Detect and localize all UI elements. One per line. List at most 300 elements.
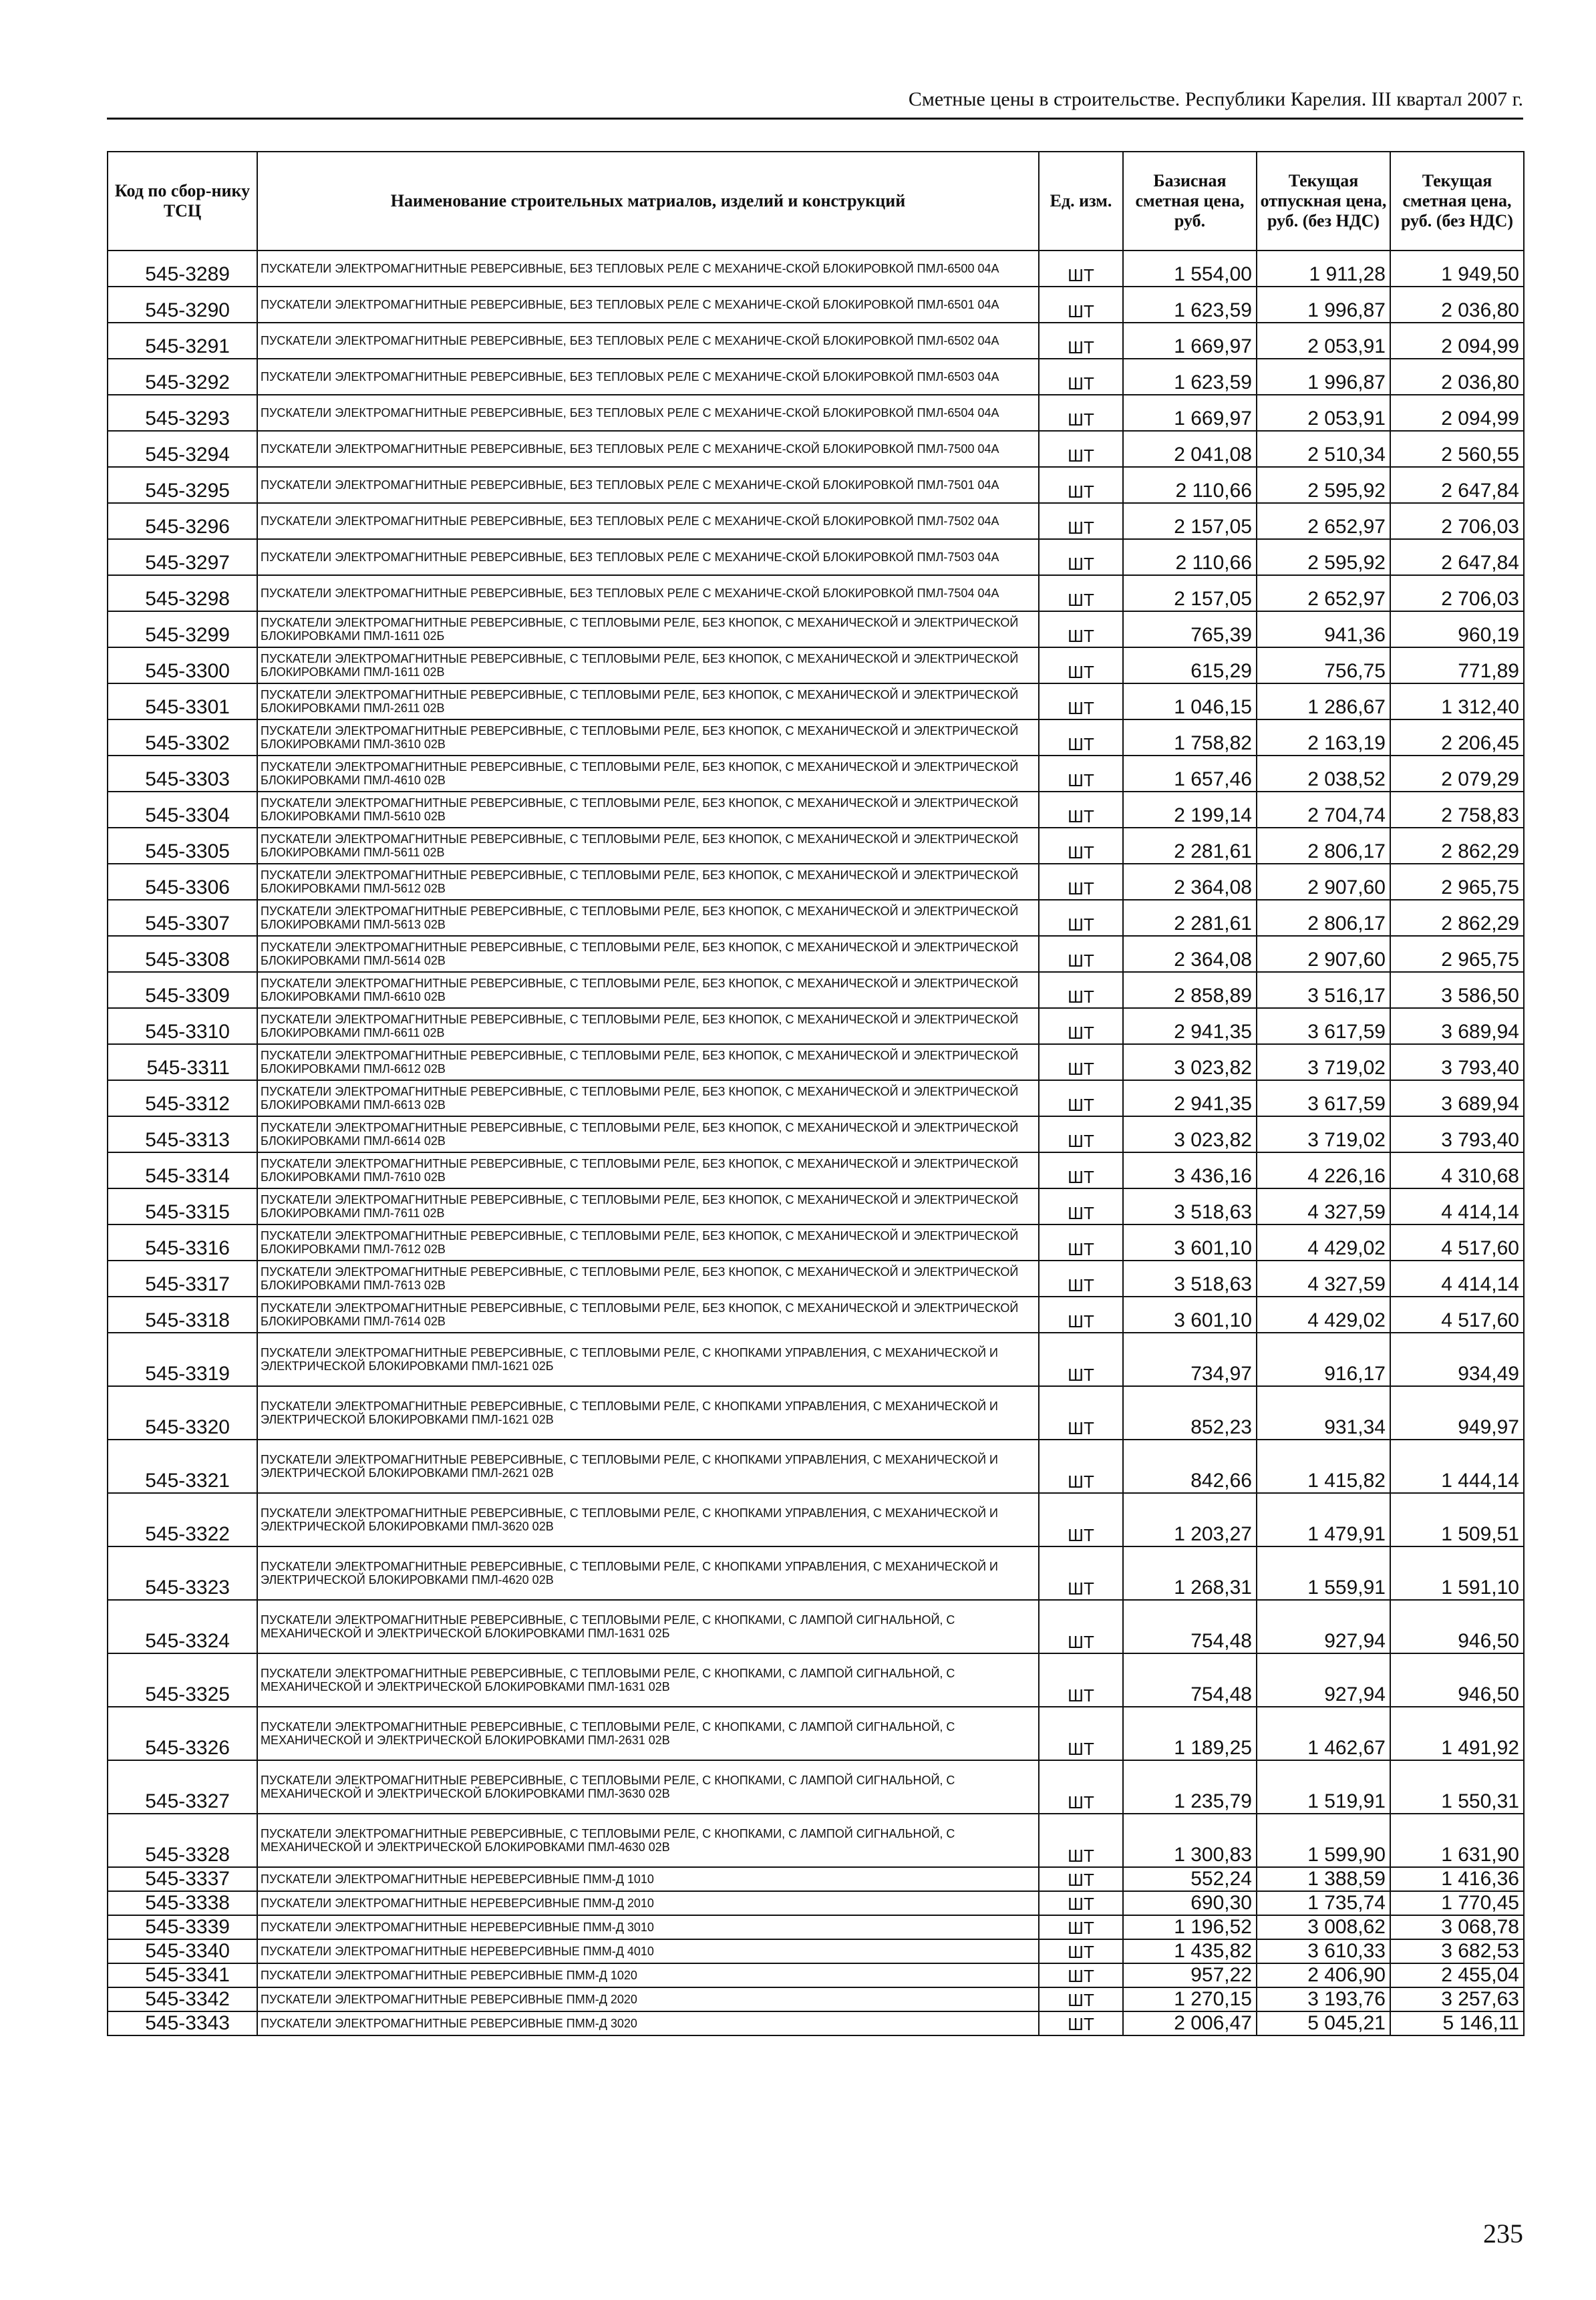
cell-release-price: 2 163,19 <box>1257 719 1390 756</box>
cell-name: ПУСКАТЕЛИ ЭЛЕКТРОМАГНИТНЫЕ РЕВЕРСИВНЫЕ, БЕЗ ТЕПЛОВЫХ РЕЛЕ С МЕХАНИЧЕ-СКОЙ БЛОКИРОВКОЙ ПМЛ-6503 04А <box>257 359 1039 395</box>
cell-unit: ШТ <box>1039 1224 1123 1261</box>
cell-release-price: 4 327,59 <box>1257 1188 1390 1224</box>
cell-code: 545-3302 <box>108 719 257 756</box>
cell-name: ПУСКАТЕЛИ ЭЛЕКТРОМАГНИТНЫЕ РЕВЕРСИВНЫЕ, С ТЕПЛОВЫМИ РЕЛЕ, БЕЗ КНОПОК, С МЕХАНИЧЕСКОЙ И ЭЛЕКТРИЧЕСКОЙ БЛОКИРОВКАМИ ПМЛ-4610 02В <box>257 756 1039 792</box>
cell-current-price: 2 706,03 <box>1390 575 1524 611</box>
cell-name: ПУСКАТЕЛИ ЭЛЕКТРОМАГНИТНЫЕ РЕВЕРСИВНЫЕ, С ТЕПЛОВЫМИ РЕЛЕ, С КНОПКАМИ УПРАВЛЕНИЯ, С МЕХАНИЧЕСКОЙ И ЭЛЕКТРИЧЕСКОЙ БЛОКИРОВКАМИ ПМЛ-1621 02В <box>257 1386 1039 1440</box>
cell-current-price: 3 257,63 <box>1390 1987 1524 2011</box>
table-row <box>108 575 1524 611</box>
cell-base-price: 2 281,61 <box>1123 828 1257 864</box>
cell-base-price: 3 518,63 <box>1123 1188 1257 1224</box>
page-number: 235 <box>1483 2219 1523 2249</box>
cell-current-price: 2 036,80 <box>1390 287 1524 323</box>
table-row <box>108 719 1524 756</box>
cell-current-price: 2 647,84 <box>1390 539 1524 575</box>
cell-current-price: 946,50 <box>1390 1600 1524 1653</box>
cell-unit: ШТ <box>1039 1987 1123 2011</box>
table-header-row <box>108 152 1524 251</box>
cell-unit: ШТ <box>1039 1546 1123 1600</box>
table-row <box>108 683 1524 719</box>
cell-current-price: 2 647,84 <box>1390 467 1524 503</box>
cell-current-price: 3 793,40 <box>1390 1116 1524 1152</box>
cell-base-price: 957,22 <box>1123 1963 1257 1987</box>
cell-unit: ШТ <box>1039 1653 1123 1707</box>
cell-code: 545-3304 <box>108 792 257 828</box>
cell-current-price: 3 586,50 <box>1390 972 1524 1008</box>
cell-base-price: 552,24 <box>1123 1867 1257 1891</box>
cell-release-price: 2 038,52 <box>1257 756 1390 792</box>
cell-release-price: 3 516,17 <box>1257 972 1390 1008</box>
cell-release-price: 3 193,76 <box>1257 1987 1390 2011</box>
cell-code: 545-3319 <box>108 1333 257 1386</box>
cell-base-price: 3 518,63 <box>1123 1261 1257 1297</box>
cell-current-price: 3 682,53 <box>1390 1939 1524 1963</box>
cell-base-price: 690,30 <box>1123 1891 1257 1915</box>
cell-code: 545-3338 <box>108 1891 257 1915</box>
cell-code: 545-3318 <box>108 1297 257 1333</box>
cell-code: 545-3313 <box>108 1116 257 1152</box>
cell-name: ПУСКАТЕЛИ ЭЛЕКТРОМАГНИТНЫЕ РЕВЕРСИВНЫЕ, С ТЕПЛОВЫМИ РЕЛЕ, С КНОПКАМИ УПРАВЛЕНИЯ, С МЕХАНИЧЕСКОЙ И ЭЛЕКТРИЧЕСКОЙ БЛОКИРОВКАМИ ПМЛ-2621 02В <box>257 1440 1039 1493</box>
cell-name: ПУСКАТЕЛИ ЭЛЕКТРОМАГНИТНЫЕ РЕВЕРСИВНЫЕ, С ТЕПЛОВЫМИ РЕЛЕ, БЕЗ КНОПОК, С МЕХАНИЧЕСКОЙ И ЭЛЕКТРИЧЕСКОЙ БЛОКИРОВКАМИ ПМЛ-7613 02В <box>257 1261 1039 1297</box>
cell-release-price: 4 429,02 <box>1257 1297 1390 1333</box>
cell-base-price: 1 669,97 <box>1123 323 1257 359</box>
column-header-code: Код по сбор-нику ТСЦ <box>108 152 257 251</box>
cell-unit: ШТ <box>1039 359 1123 395</box>
cell-unit: ШТ <box>1039 1152 1123 1188</box>
cell-name: ПУСКАТЕЛИ ЭЛЕКТРОМАГНИТНЫЕ НЕРЕВЕРСИВНЫЕ ПММ-Д 1010 <box>257 1867 1039 1891</box>
cell-code: 545-3342 <box>108 1987 257 2011</box>
cell-base-price: 2 858,89 <box>1123 972 1257 1008</box>
cell-name: ПУСКАТЕЛИ ЭЛЕКТРОМАГНИТНЫЕ РЕВЕРСИВНЫЕ, С ТЕПЛОВЫМИ РЕЛЕ, С КНОПКАМИ УПРАВЛЕНИЯ, С МЕХАНИЧЕСКОЙ И ЭЛЕКТРИЧЕСКОЙ БЛОКИРОВКАМИ ПМЛ-1621 02Б <box>257 1333 1039 1386</box>
cell-name: ПУСКАТЕЛИ ЭЛЕКТРОМАГНИТНЫЕ РЕВЕРСИВНЫЕ, С ТЕПЛОВЫМИ РЕЛЕ, БЕЗ КНОПОК, С МЕХАНИЧЕСКОЙ И ЭЛЕКТРИЧЕСКОЙ БЛОКИРОВКАМИ ПМЛ-5613 02В <box>257 900 1039 936</box>
cell-code: 545-3341 <box>108 1963 257 1987</box>
cell-current-price: 2 094,99 <box>1390 395 1524 431</box>
cell-code: 545-3328 <box>108 1814 257 1867</box>
cell-base-price: 1 623,59 <box>1123 359 1257 395</box>
cell-name: ПУСКАТЕЛИ ЭЛЕКТРОМАГНИТНЫЕ РЕВЕРСИВНЫЕ, С ТЕПЛОВЫМИ РЕЛЕ, С КНОПКАМИ, С ЛАМПОЙ СИГНАЛЬНОЙ, С МЕХАНИЧЕСКОЙ И ЭЛЕКТРИЧЕСКОЙ БЛОКИРОВКАМИ ПМЛ-3630 02В <box>257 1760 1039 1814</box>
cell-name: ПУСКАТЕЛИ ЭЛЕКТРОМАГНИТНЫЕ РЕВЕРСИВНЫЕ, С ТЕПЛОВЫМИ РЕЛЕ, С КНОПКАМИ УПРАВЛЕНИЯ, С МЕХАНИЧЕСКОЙ И ЭЛЕКТРИЧЕСКОЙ БЛОКИРОВКАМИ ПМЛ-4620 02В <box>257 1546 1039 1600</box>
cell-release-price: 3 617,59 <box>1257 1080 1390 1116</box>
cell-code: 545-3303 <box>108 756 257 792</box>
cell-release-price: 2 652,97 <box>1257 575 1390 611</box>
cell-release-price: 2 907,60 <box>1257 864 1390 900</box>
table-row <box>108 467 1524 503</box>
cell-base-price: 2 041,08 <box>1123 431 1257 467</box>
cell-unit: ШТ <box>1039 1600 1123 1653</box>
table-row <box>108 864 1524 900</box>
cell-current-price: 2 094,99 <box>1390 323 1524 359</box>
cell-code: 545-3323 <box>108 1546 257 1600</box>
cell-base-price: 2 941,35 <box>1123 1008 1257 1044</box>
cell-base-price: 1 203,27 <box>1123 1493 1257 1546</box>
cell-release-price: 4 327,59 <box>1257 1261 1390 1297</box>
page-header: Сметные цены в строительстве. Республики Карелия. III квартал 2007 г. <box>908 88 1523 110</box>
cell-current-price: 2 206,45 <box>1390 719 1524 756</box>
table-body <box>108 251 1524 2035</box>
cell-release-price: 1 479,91 <box>1257 1493 1390 1546</box>
cell-base-price: 2 006,47 <box>1123 2011 1257 2035</box>
cell-code: 545-3292 <box>108 359 257 395</box>
cell-release-price: 1 388,59 <box>1257 1867 1390 1891</box>
cell-name: ПУСКАТЕЛИ ЭЛЕКТРОМАГНИТНЫЕ РЕВЕРСИВНЫЕ, С ТЕПЛОВЫМИ РЕЛЕ, С КНОПКАМИ, С ЛАМПОЙ СИГНАЛЬНОЙ, С МЕХАНИЧЕСКОЙ И ЭЛЕКТРИЧЕСКОЙ БЛОКИРОВКАМИ ПМЛ-2631 02В <box>257 1707 1039 1760</box>
cell-name: ПУСКАТЕЛИ ЭЛЕКТРОМАГНИТНЫЕ РЕВЕРСИВНЫЕ, С ТЕПЛОВЫМИ РЕЛЕ, С КНОПКАМИ, С ЛАМПОЙ СИГНАЛЬНОЙ, С МЕХАНИЧЕСКОЙ И ЭЛЕКТРИЧЕСКОЙ БЛОКИРОВКАМИ ПМЛ-1631 02В <box>257 1653 1039 1707</box>
cell-name: ПУСКАТЕЛИ ЭЛЕКТРОМАГНИТНЫЕ РЕВЕРСИВНЫЕ, С ТЕПЛОВЫМИ РЕЛЕ, С КНОПКАМИ, С ЛАМПОЙ СИГНАЛЬНОЙ, С МЕХАНИЧЕСКОЙ И ЭЛЕКТРИЧЕСКОЙ БЛОКИРОВКАМИ ПМЛ-1631 02Б <box>257 1600 1039 1653</box>
cell-base-price: 2 110,66 <box>1123 467 1257 503</box>
cell-release-price: 4 226,16 <box>1257 1152 1390 1188</box>
cell-code: 545-3306 <box>108 864 257 900</box>
cell-release-price: 4 429,02 <box>1257 1224 1390 1261</box>
cell-code: 545-3337 <box>108 1867 257 1891</box>
cell-base-price: 2 941,35 <box>1123 1080 1257 1116</box>
cell-unit: ШТ <box>1039 1297 1123 1333</box>
cell-code: 545-3324 <box>108 1600 257 1653</box>
cell-release-price: 1 599,90 <box>1257 1814 1390 1867</box>
cell-name: ПУСКАТЕЛИ ЭЛЕКТРОМАГНИТНЫЕ РЕВЕРСИВНЫЕ, С ТЕПЛОВЫМИ РЕЛЕ, С КНОПКАМИ, С ЛАМПОЙ СИГНАЛЬНОЙ, С МЕХАНИЧЕСКОЙ И ЭЛЕКТРИЧЕСКОЙ БЛОКИРОВКАМИ ПМЛ-4630 02В <box>257 1814 1039 1867</box>
cell-name: ПУСКАТЕЛИ ЭЛЕКТРОМАГНИТНЫЕ РЕВЕРСИВНЫЕ, С ТЕПЛОВЫМИ РЕЛЕ, БЕЗ КНОПОК, С МЕХАНИЧЕСКОЙ И ЭЛЕКТРИЧЕСКОЙ БЛОКИРОВКАМИ ПМЛ-6614 02В <box>257 1116 1039 1152</box>
cell-name: ПУСКАТЕЛИ ЭЛЕКТРОМАГНИТНЫЕ РЕВЕРСИВНЫЕ, С ТЕПЛОВЫМИ РЕЛЕ, БЕЗ КНОПОК, С МЕХАНИЧЕСКОЙ И ЭЛЕКТРИЧЕСКОЙ БЛОКИРОВКАМИ ПМЛ-5611 02В <box>257 828 1039 864</box>
cell-name: ПУСКАТЕЛИ ЭЛЕКТРОМАГНИТНЫЕ РЕВЕРСИВНЫЕ, С ТЕПЛОВЫМИ РЕЛЕ, БЕЗ КНОПОК, С МЕХАНИЧЕСКОЙ И ЭЛЕКТРИЧЕСКОЙ БЛОКИРОВКАМИ ПМЛ-6611 02В <box>257 1008 1039 1044</box>
cell-unit: ШТ <box>1039 1915 1123 1939</box>
cell-unit: ШТ <box>1039 1963 1123 1987</box>
cell-code: 545-3317 <box>108 1261 257 1297</box>
cell-current-price: 2 862,29 <box>1390 828 1524 864</box>
cell-base-price: 1 657,46 <box>1123 756 1257 792</box>
cell-base-price: 2 157,05 <box>1123 575 1257 611</box>
cell-code: 545-3290 <box>108 287 257 323</box>
cell-unit: ШТ <box>1039 503 1123 539</box>
cell-name: ПУСКАТЕЛИ ЭЛЕКТРОМАГНИТНЫЕ РЕВЕРСИВНЫЕ, БЕЗ ТЕПЛОВЫХ РЕЛЕ С МЕХАНИЧЕ-СКОЙ БЛОКИРОВКОЙ ПМЛ-7503 04А <box>257 539 1039 575</box>
cell-name: ПУСКАТЕЛИ ЭЛЕКТРОМАГНИТНЫЕ НЕРЕВЕРСИВНЫЕ ПММ-Д 4010 <box>257 1939 1039 1963</box>
cell-base-price: 1 554,00 <box>1123 251 1257 287</box>
table-row <box>108 1814 1524 1867</box>
table-row <box>108 539 1524 575</box>
cell-code: 545-3307 <box>108 900 257 936</box>
cell-code: 545-3291 <box>108 323 257 359</box>
cell-current-price: 949,97 <box>1390 1386 1524 1440</box>
cell-unit: ШТ <box>1039 1008 1123 1044</box>
cell-code: 545-3305 <box>108 828 257 864</box>
cell-unit: ШТ <box>1039 1867 1123 1891</box>
cell-code: 545-3294 <box>108 431 257 467</box>
table-row <box>108 1152 1524 1188</box>
cell-code: 545-3299 <box>108 611 257 647</box>
cell-current-price: 4 517,60 <box>1390 1297 1524 1333</box>
cell-unit: ШТ <box>1039 647 1123 683</box>
table-row <box>108 792 1524 828</box>
cell-name: ПУСКАТЕЛИ ЭЛЕКТРОМАГНИТНЫЕ РЕВЕРСИВНЫЕ, С ТЕПЛОВЫМИ РЕЛЕ, БЕЗ КНОПОК, С МЕХАНИЧЕСКОЙ И ЭЛЕКТРИЧЕСКОЙ БЛОКИРОВКАМИ ПМЛ-3610 02В <box>257 719 1039 756</box>
table-row <box>108 1386 1524 1440</box>
column-header-name: Наименование строительных матриалов, изделий и конструкций <box>257 152 1039 251</box>
cell-release-price: 927,94 <box>1257 1653 1390 1707</box>
cell-release-price: 1 415,82 <box>1257 1440 1390 1493</box>
table-row <box>108 503 1524 539</box>
cell-name: ПУСКАТЕЛИ ЭЛЕКТРОМАГНИТНЫЕ РЕВЕРСИВНЫЕ, БЕЗ ТЕПЛОВЫХ РЕЛЕ С МЕХАНИЧЕ-СКОЙ БЛОКИРОВКОЙ ПМЛ-6502 04А <box>257 323 1039 359</box>
table-row <box>108 1080 1524 1116</box>
cell-code: 545-3308 <box>108 936 257 972</box>
cell-unit: ШТ <box>1039 1386 1123 1440</box>
cell-name: ПУСКАТЕЛИ ЭЛЕКТРОМАГНИТНЫЕ РЕВЕРСИВНЫЕ ПММ-Д 2020 <box>257 1987 1039 2011</box>
cell-current-price: 2 079,29 <box>1390 756 1524 792</box>
cell-current-price: 960,19 <box>1390 611 1524 647</box>
table-row <box>108 1867 1524 1891</box>
cell-code: 545-3343 <box>108 2011 257 2035</box>
cell-release-price: 3 617,59 <box>1257 1008 1390 1044</box>
cell-name: ПУСКАТЕЛИ ЭЛЕКТРОМАГНИТНЫЕ НЕРЕВЕРСИВНЫЕ ПММ-Д 2010 <box>257 1891 1039 1915</box>
cell-release-price: 2 053,91 <box>1257 395 1390 431</box>
cell-release-price: 1 462,67 <box>1257 1707 1390 1760</box>
table-row <box>108 1963 1524 1987</box>
cell-unit: ШТ <box>1039 1261 1123 1297</box>
cell-unit: ШТ <box>1039 575 1123 611</box>
cell-code: 545-3321 <box>108 1440 257 1493</box>
cell-name: ПУСКАТЕЛИ ЭЛЕКТРОМАГНИТНЫЕ РЕВЕРСИВНЫЕ, С ТЕПЛОВЫМИ РЕЛЕ, БЕЗ КНОПОК, С МЕХАНИЧЕСКОЙ И ЭЛЕКТРИЧЕСКОЙ БЛОКИРОВКАМИ ПМЛ-7612 02В <box>257 1224 1039 1261</box>
table-row <box>108 395 1524 431</box>
cell-current-price: 2 560,55 <box>1390 431 1524 467</box>
cell-name: ПУСКАТЕЛИ ЭЛЕКТРОМАГНИТНЫЕ РЕВЕРСИВНЫЕ, БЕЗ ТЕПЛОВЫХ РЕЛЕ С МЕХАНИЧЕ-СКОЙ БЛОКИРОВКОЙ ПМЛ-6504 04А <box>257 395 1039 431</box>
cell-code: 545-3325 <box>108 1653 257 1707</box>
cell-release-price: 2 053,91 <box>1257 323 1390 359</box>
cell-current-price: 1 949,50 <box>1390 251 1524 287</box>
cell-unit: ШТ <box>1039 792 1123 828</box>
cell-current-price: 1 591,10 <box>1390 1546 1524 1600</box>
table-row <box>108 1915 1524 1939</box>
cell-base-price: 1 235,79 <box>1123 1760 1257 1814</box>
price-table <box>107 151 1525 2036</box>
cell-base-price: 3 436,16 <box>1123 1152 1257 1188</box>
cell-current-price: 1 770,45 <box>1390 1891 1524 1915</box>
cell-unit: ШТ <box>1039 936 1123 972</box>
cell-unit: ШТ <box>1039 611 1123 647</box>
cell-unit: ШТ <box>1039 1760 1123 1814</box>
table-row <box>108 647 1524 683</box>
cell-code: 545-3301 <box>108 683 257 719</box>
cell-unit: ШТ <box>1039 431 1123 467</box>
cell-name: ПУСКАТЕЛИ ЭЛЕКТРОМАГНИТНЫЕ РЕВЕРСИВНЫЕ, С ТЕПЛОВЫМИ РЕЛЕ, БЕЗ КНОПОК, С МЕХАНИЧЕСКОЙ И ЭЛЕКТРИЧЕСКОЙ БЛОКИРОВКАМИ ПМЛ-5612 02В <box>257 864 1039 900</box>
cell-name: ПУСКАТЕЛИ ЭЛЕКТРОМАГНИТНЫЕ РЕВЕРСИВНЫЕ, С ТЕПЛОВЫМИ РЕЛЕ, БЕЗ КНОПОК, С МЕХАНИЧЕСКОЙ И ЭЛЕКТРИЧЕСКОЙ БЛОКИРОВКАМИ ПМЛ-5614 02В <box>257 936 1039 972</box>
cell-release-price: 927,94 <box>1257 1600 1390 1653</box>
cell-base-price: 754,48 <box>1123 1600 1257 1653</box>
table-row <box>108 1987 1524 2011</box>
cell-release-price: 756,75 <box>1257 647 1390 683</box>
cell-base-price: 852,23 <box>1123 1386 1257 1440</box>
table-row <box>108 251 1524 287</box>
cell-base-price: 2 364,08 <box>1123 864 1257 900</box>
table-row <box>108 1707 1524 1760</box>
cell-current-price: 2 036,80 <box>1390 359 1524 395</box>
cell-unit: ШТ <box>1039 395 1123 431</box>
table-row <box>108 1493 1524 1546</box>
cell-base-price: 2 157,05 <box>1123 503 1257 539</box>
cell-unit: ШТ <box>1039 900 1123 936</box>
cell-code: 545-3339 <box>108 1915 257 1939</box>
table-row <box>108 1939 1524 1963</box>
cell-release-price: 2 406,90 <box>1257 1963 1390 1987</box>
cell-name: ПУСКАТЕЛИ ЭЛЕКТРОМАГНИТНЫЕ РЕВЕРСИВНЫЕ, С ТЕПЛОВЫМИ РЕЛЕ, БЕЗ КНОПОК, С МЕХАНИЧЕСКОЙ И ЭЛЕКТРИЧЕСКОЙ БЛОКИРОВКАМИ ПМЛ-6613 02В <box>257 1080 1039 1116</box>
cell-unit: ШТ <box>1039 539 1123 575</box>
cell-name: ПУСКАТЕЛИ ЭЛЕКТРОМАГНИТНЫЕ РЕВЕРСИВНЫЕ, С ТЕПЛОВЫМИ РЕЛЕ, БЕЗ КНОПОК, С МЕХАНИЧЕСКОЙ И ЭЛЕКТРИЧЕСКОЙ БЛОКИРОВКАМИ ПМЛ-2611 02В <box>257 683 1039 719</box>
cell-release-price: 2 907,60 <box>1257 936 1390 972</box>
cell-unit: ШТ <box>1039 1814 1123 1867</box>
cell-base-price: 734,97 <box>1123 1333 1257 1386</box>
cell-current-price: 5 146,11 <box>1390 2011 1524 2035</box>
cell-current-price: 4 517,60 <box>1390 1224 1524 1261</box>
header-rule <box>107 118 1523 120</box>
cell-release-price: 3 610,33 <box>1257 1939 1390 1963</box>
table-row <box>108 1440 1524 1493</box>
cell-unit: ШТ <box>1039 756 1123 792</box>
cell-name: ПУСКАТЕЛИ ЭЛЕКТРОМАГНИТНЫЕ РЕВЕРСИВНЫЕ, БЕЗ ТЕПЛОВЫХ РЕЛЕ С МЕХАНИЧЕ-СКОЙ БЛОКИРОВКОЙ ПМЛ-7500 04А <box>257 431 1039 467</box>
cell-base-price: 3 023,82 <box>1123 1044 1257 1080</box>
cell-base-price: 1 270,15 <box>1123 1987 1257 2011</box>
cell-current-price: 934,49 <box>1390 1333 1524 1386</box>
cell-current-price: 4 414,14 <box>1390 1261 1524 1297</box>
cell-current-price: 1 509,51 <box>1390 1493 1524 1546</box>
cell-name: ПУСКАТЕЛИ ЭЛЕКТРОМАГНИТНЫЕ РЕВЕРСИВНЫЕ, С ТЕПЛОВЫМИ РЕЛЕ, БЕЗ КНОПОК, С МЕХАНИЧЕСКОЙ И ЭЛЕКТРИЧЕСКОЙ БЛОКИРОВКАМИ ПМЛ-7614 02В <box>257 1297 1039 1333</box>
cell-unit: ШТ <box>1039 1440 1123 1493</box>
cell-code: 545-3340 <box>108 1939 257 1963</box>
cell-code: 545-3298 <box>108 575 257 611</box>
cell-unit: ШТ <box>1039 1493 1123 1546</box>
cell-code: 545-3293 <box>108 395 257 431</box>
table-row <box>108 1333 1524 1386</box>
cell-code: 545-3300 <box>108 647 257 683</box>
cell-name: ПУСКАТЕЛИ ЭЛЕКТРОМАГНИТНЫЕ РЕВЕРСИВНЫЕ ПММ-Д 3020 <box>257 2011 1039 2035</box>
cell-unit: ШТ <box>1039 1080 1123 1116</box>
table-row <box>108 900 1524 936</box>
table-row <box>108 1760 1524 1814</box>
cell-code: 545-3320 <box>108 1386 257 1440</box>
cell-unit: ШТ <box>1039 1116 1123 1152</box>
cell-current-price: 1 631,90 <box>1390 1814 1524 1867</box>
cell-current-price: 1 416,36 <box>1390 1867 1524 1891</box>
cell-unit: ШТ <box>1039 972 1123 1008</box>
table-row <box>108 359 1524 395</box>
cell-unit: ШТ <box>1039 828 1123 864</box>
cell-name: ПУСКАТЕЛИ ЭЛЕКТРОМАГНИТНЫЕ РЕВЕРСИВНЫЕ, БЕЗ ТЕПЛОВЫХ РЕЛЕ С МЕХАНИЧЕ-СКОЙ БЛОКИРОВКОЙ ПМЛ-7501 04А <box>257 467 1039 503</box>
table-row <box>108 972 1524 1008</box>
cell-code: 545-3310 <box>108 1008 257 1044</box>
cell-code: 545-3316 <box>108 1224 257 1261</box>
cell-base-price: 1 189,25 <box>1123 1707 1257 1760</box>
table-row <box>108 1224 1524 1261</box>
table-row <box>108 1891 1524 1915</box>
column-header-unit: Ед. изм. <box>1039 152 1123 251</box>
table-row <box>108 1297 1524 1333</box>
cell-name: ПУСКАТЕЛИ ЭЛЕКТРОМАГНИТНЫЕ РЕВЕРСИВНЫЕ, БЕЗ ТЕПЛОВЫХ РЕЛЕ С МЕХАНИЧЕ-СКОЙ БЛОКИРОВКОЙ ПМЛ-7504 04А <box>257 575 1039 611</box>
cell-release-price: 1 996,87 <box>1257 287 1390 323</box>
cell-release-price: 5 045,21 <box>1257 2011 1390 2035</box>
cell-unit: ШТ <box>1039 251 1123 287</box>
cell-release-price: 1 559,91 <box>1257 1546 1390 1600</box>
cell-current-price: 2 965,75 <box>1390 936 1524 972</box>
cell-base-price: 1 196,52 <box>1123 1915 1257 1939</box>
cell-name: ПУСКАТЕЛИ ЭЛЕКТРОМАГНИТНЫЕ РЕВЕРСИВНЫЕ, С ТЕПЛОВЫМИ РЕЛЕ, БЕЗ КНОПОК, С МЕХАНИЧЕСКОЙ И ЭЛЕКТРИЧЕСКОЙ БЛОКИРОВКАМИ ПМЛ-6612 02В <box>257 1044 1039 1080</box>
cell-current-price: 3 068,78 <box>1390 1915 1524 1939</box>
cell-release-price: 2 652,97 <box>1257 503 1390 539</box>
cell-current-price: 946,50 <box>1390 1653 1524 1707</box>
cell-code: 545-3322 <box>108 1493 257 1546</box>
cell-current-price: 771,89 <box>1390 647 1524 683</box>
cell-name: ПУСКАТЕЛИ ЭЛЕКТРОМАГНИТНЫЕ РЕВЕРСИВНЫЕ, БЕЗ ТЕПЛОВЫХ РЕЛЕ С МЕХАНИЧЕ-СКОЙ БЛОКИРОВКОЙ ПМЛ-7502 04А <box>257 503 1039 539</box>
cell-unit: ШТ <box>1039 287 1123 323</box>
cell-code: 545-3326 <box>108 1707 257 1760</box>
cell-release-price: 916,17 <box>1257 1333 1390 1386</box>
cell-release-price: 2 806,17 <box>1257 900 1390 936</box>
cell-base-price: 1 268,31 <box>1123 1546 1257 1600</box>
cell-name: ПУСКАТЕЛИ ЭЛЕКТРОМАГНИТНЫЕ НЕРЕВЕРСИВНЫЕ ПММ-Д 3010 <box>257 1915 1039 1939</box>
cell-name: ПУСКАТЕЛИ ЭЛЕКТРОМАГНИТНЫЕ РЕВЕРСИВНЫЕ, С ТЕПЛОВЫМИ РЕЛЕ, БЕЗ КНОПОК, С МЕХАНИЧЕСКОЙ И ЭЛЕКТРИЧЕСКОЙ БЛОКИРОВКАМИ ПМЛ-7610 02В <box>257 1152 1039 1188</box>
cell-release-price: 1 996,87 <box>1257 359 1390 395</box>
cell-current-price: 2 758,83 <box>1390 792 1524 828</box>
cell-base-price: 842,66 <box>1123 1440 1257 1493</box>
cell-release-price: 1 286,67 <box>1257 683 1390 719</box>
cell-code: 545-3297 <box>108 539 257 575</box>
cell-current-price: 4 414,14 <box>1390 1188 1524 1224</box>
cell-unit: ШТ <box>1039 719 1123 756</box>
cell-code: 545-3314 <box>108 1152 257 1188</box>
cell-current-price: 1 491,92 <box>1390 1707 1524 1760</box>
cell-unit: ШТ <box>1039 1891 1123 1915</box>
cell-code: 545-3315 <box>108 1188 257 1224</box>
cell-unit: ШТ <box>1039 467 1123 503</box>
table-row <box>108 1008 1524 1044</box>
cell-current-price: 3 689,94 <box>1390 1008 1524 1044</box>
column-header-current-price: Текущая сметная цена, руб. (без НДС) <box>1390 152 1524 251</box>
cell-base-price: 754,48 <box>1123 1653 1257 1707</box>
cell-code: 545-3295 <box>108 467 257 503</box>
table-row <box>108 756 1524 792</box>
cell-unit: ШТ <box>1039 1044 1123 1080</box>
cell-release-price: 2 595,92 <box>1257 539 1390 575</box>
cell-base-price: 2 281,61 <box>1123 900 1257 936</box>
cell-release-price: 931,34 <box>1257 1386 1390 1440</box>
cell-release-price: 3 719,02 <box>1257 1116 1390 1152</box>
table-row <box>108 611 1524 647</box>
cell-base-price: 1 435,82 <box>1123 1939 1257 1963</box>
cell-unit: ШТ <box>1039 1707 1123 1760</box>
cell-unit: ШТ <box>1039 2011 1123 2035</box>
cell-current-price: 1 550,31 <box>1390 1760 1524 1814</box>
column-header-base-price: Базисная сметная цена, руб. <box>1123 152 1257 251</box>
cell-base-price: 3 023,82 <box>1123 1116 1257 1152</box>
cell-name: ПУСКАТЕЛИ ЭЛЕКТРОМАГНИТНЫЕ РЕВЕРСИВНЫЕ, С ТЕПЛОВЫМИ РЕЛЕ, БЕЗ КНОПОК, С МЕХАНИЧЕСКОЙ И ЭЛЕКТРИЧЕСКОЙ БЛОКИРОВКАМИ ПМЛ-5610 02В <box>257 792 1039 828</box>
cell-current-price: 2 455,04 <box>1390 1963 1524 1987</box>
cell-base-price: 2 110,66 <box>1123 539 1257 575</box>
cell-unit: ШТ <box>1039 323 1123 359</box>
cell-name: ПУСКАТЕЛИ ЭЛЕКТРОМАГНИТНЫЕ РЕВЕРСИВНЫЕ, БЕЗ ТЕПЛОВЫХ РЕЛЕ С МЕХАНИЧЕ-СКОЙ БЛОКИРОВКОЙ ПМЛ-6501 04А <box>257 287 1039 323</box>
cell-base-price: 3 601,10 <box>1123 1224 1257 1261</box>
cell-current-price: 2 862,29 <box>1390 900 1524 936</box>
table-row <box>108 1546 1524 1600</box>
cell-release-price: 2 704,74 <box>1257 792 1390 828</box>
cell-unit: ШТ <box>1039 864 1123 900</box>
cell-unit: ШТ <box>1039 1939 1123 1963</box>
cell-base-price: 3 601,10 <box>1123 1297 1257 1333</box>
cell-code: 545-3309 <box>108 972 257 1008</box>
cell-unit: ШТ <box>1039 1333 1123 1386</box>
cell-release-price: 2 806,17 <box>1257 828 1390 864</box>
cell-base-price: 2 199,14 <box>1123 792 1257 828</box>
cell-code: 545-3296 <box>108 503 257 539</box>
cell-release-price: 3 719,02 <box>1257 1044 1390 1080</box>
cell-unit: ШТ <box>1039 1188 1123 1224</box>
cell-name: ПУСКАТЕЛИ ЭЛЕКТРОМАГНИТНЫЕ РЕВЕРСИВНЫЕ, БЕЗ ТЕПЛОВЫХ РЕЛЕ С МЕХАНИЧЕ-СКОЙ БЛОКИРОВКОЙ ПМЛ-6500 04А <box>257 251 1039 287</box>
cell-base-price: 1 669,97 <box>1123 395 1257 431</box>
column-header-release-price: Текущая отпускная цена, руб. (без НДС) <box>1257 152 1390 251</box>
table-row <box>108 1653 1524 1707</box>
cell-name: ПУСКАТЕЛИ ЭЛЕКТРОМАГНИТНЫЕ РЕВЕРСИВНЫЕ, С ТЕПЛОВЫМИ РЕЛЕ, БЕЗ КНОПОК, С МЕХАНИЧЕСКОЙ И ЭЛЕКТРИЧЕСКОЙ БЛОКИРОВКАМИ ПМЛ-1611 02Б <box>257 611 1039 647</box>
cell-base-price: 1 046,15 <box>1123 683 1257 719</box>
